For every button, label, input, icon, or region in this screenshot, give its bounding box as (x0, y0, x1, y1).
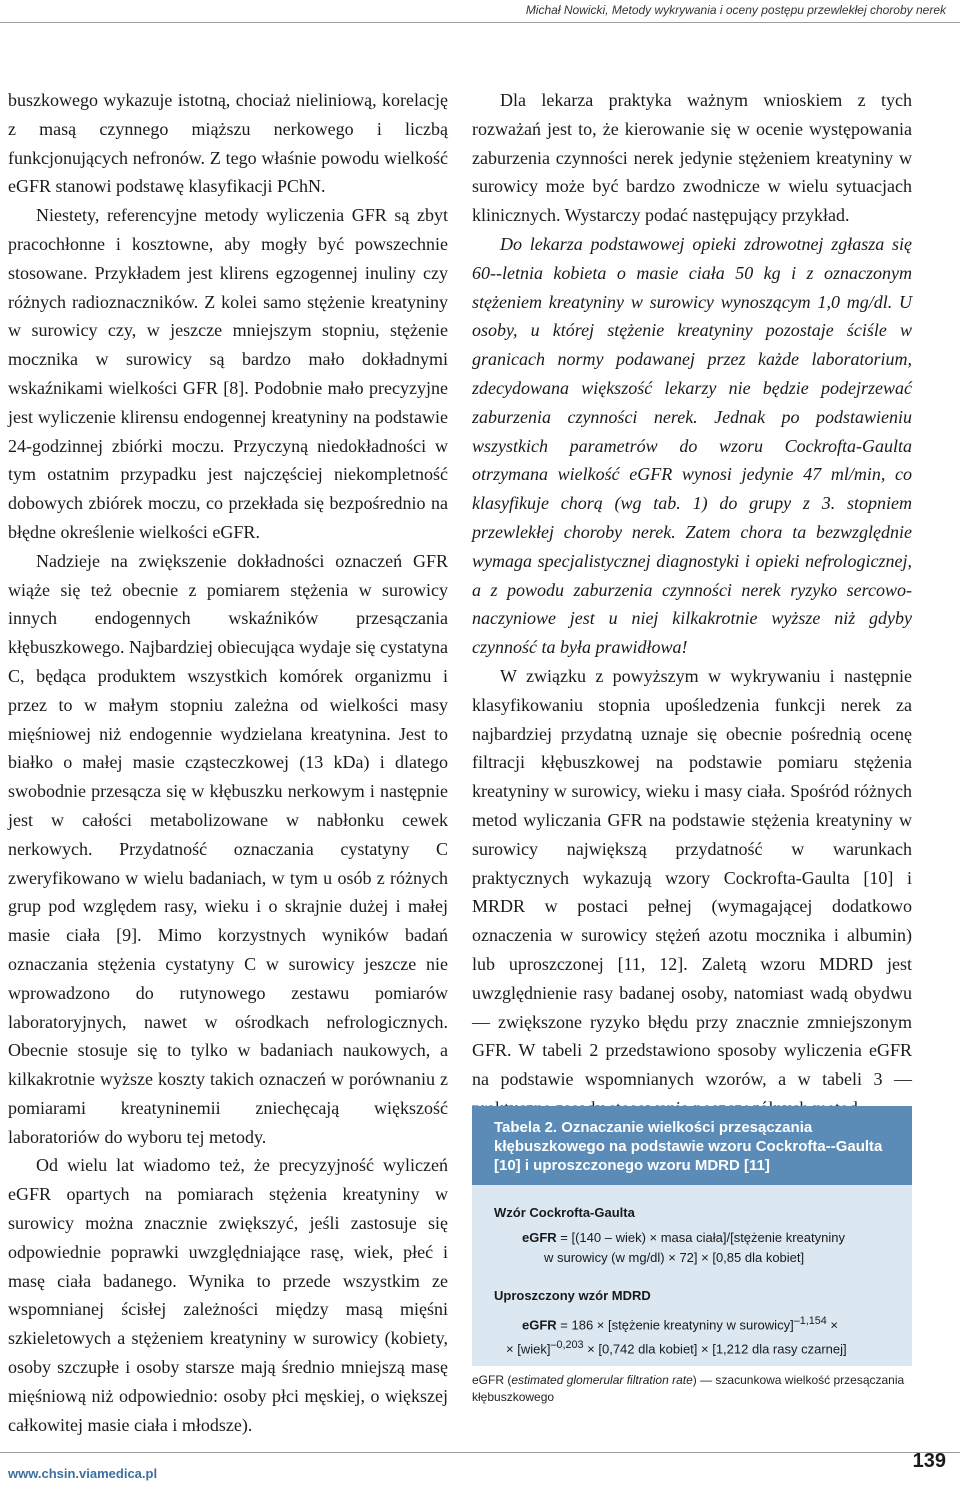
table-title: Tabela 2. Oznaczanie wielkości przesączania kłębuszkowego na podstawie wzoru Cockrofta--Gaulta [10] i uproszczonego wzoru MDRD [11] (472, 1106, 912, 1185)
exponent: –0,203 (550, 1339, 584, 1352)
formula-label: eGFR (522, 1317, 557, 1333)
footer-divider (0, 1452, 960, 1453)
paragraph: W związku z powyższym w wykrywaniu i następnie klasyfikowaniu stopnia upośledzenia funkcji nerek za najbardziej przydatną uznaje się obecnie pośrednią ocenę filtracji kłębuszkowej na podstawie pomiaru stężenia kreatyniny w surowicy, wieku i masy ciała. Spośród różnych metod wyliczania GFR na podstawie stężenia kreatyniny w surowicy największą przydatność w warunkach praktycznych wykazują wzory Cockrofta-Gaulta [10] i MRDR w postaci pełnej (wymagającej dodatkowo oznaczenia w surowicy stężeń azotu mocznika i albumin) lub uproszczonej [11, 12]. Zaletą wzoru MDRD jest uwzględnienie rasy badanej osoby, natomiast wadą obydwu — zwiększone ryzyko błędu przy znacznie zmniejszonym GFR. W tabeli 2 przedstawiono sposoby wyliczenia eGFR na podstawie wspomnianych wzorów, a w tabeli 3 — (472, 665, 912, 1090)
formula-line: = 186 × [stężenie kreatyniny w surowicy] (556, 1317, 794, 1333)
cockroft-gault-formula (522, 1228, 896, 1268)
footnote-abbr: eGFR ( (472, 1373, 512, 1387)
table-footnote (472, 1372, 912, 1406)
formula-line: × [wiek] (506, 1341, 551, 1357)
paragraph: buszkowego wykazuje istotną, chociaż nieliniową, korelację z masą czynnego miąższu nerkowego i liczbą funkcjonujących nefronów. Z tego właśnie powodu wielkość eGFR stanowi podstawę klasyfikacji PChN. (8, 90, 448, 197)
mdrd-formula (506, 1311, 896, 1360)
paragraph: Dla lekarza praktyka ważnym wnioskiem z tych rozważań jest to, że kierowanie się w ocenie występowania zaburzenia czynności nerek jedynie stężeniem kreatyniny w surowicy może być bardzo zwodnicze w wielu sytuacjach klinicznych. Wystarczy podać następujący przykład. (472, 90, 912, 226)
page-number: 139 (912, 1450, 946, 1472)
footer-url-link[interactable]: www.chsin.viamedica.pl (8, 1466, 158, 1481)
left-column (8, 86, 448, 1439)
section-title: Uproszczony wzór MDRD (494, 1288, 651, 1303)
footnote-italic: estimated glomerular filtration rate (511, 1373, 693, 1387)
paragraph: Od wielu lat wiadomo też, że precyzyjność wyliczeń eGFR opartych na pomiarach stężenia kreatyniny w surowicy można znacznie zwiększyć, jeśli zastosuje się odpowiednie poprawki uwzględniające rasę, wiek, płeć i masę ciała badanego. Wynika to przede wszystkim ze wspomnianej ścisłej zależności między masą mięśni szkieletowych a stężeniem kreatyniny w surowicy (kobiety, osoby szczupłe i osoby starsze mają średnio mniejszą masę mięśniową niż odpowiednio: osoby płci męskiej, o większej całkowitej masie ciała i młodsze). (8, 1155, 448, 1435)
exponent: –1,154 (793, 1315, 827, 1327)
example-paragraph: Do lekarza podstawowej opieki zdrowotnej zgłasza się 60--letnia kobieta o masie ciała 50 kg i z oznaczonym stężeniem kreatyniny w surowicy wynoszącym 1,0 mg/dl. U osoby, u której stężenie kreatyniny pozostaje ściśle w granicach normy podawanej przez każde laboratorium, zdecydowana większość lekarzy nie będzie podejrzewać zaburzenia czynności nerek. Jednak po podstawieniu wszystkich parametrów do wzoru Cockrofta-Gaulta otrzymana wielkość eGFR wynosi jedynie 47 ml/min, co klasyfikuje chorą (wg tab. 1) do grupy z 3. stopniem przewlekłej choroby nerek. Zatem chora ta bezwzględnie wymaga specjalistycznej diagnostyki i opieki nefrologicznej, a z powodu zaburzenia czynności nerek ryzyko sercowo-naczyniowe jest u niej kilkakrotnie wyższe niż gdyby czynność ta była prawidłowa! (472, 233, 912, 658)
right-column (472, 86, 912, 1123)
formula-label: eGFR (522, 1230, 557, 1245)
table-2-box (472, 1106, 912, 1366)
paragraph: Nadzieje na zwiększenie dokładności oznaczeń GFR wiąże się też obecnie z pomiarem stężenia w surowicy innych endogennych wskaźników przesączania kłębuszkowego. Najbardziej obiecująca wydaje się cystatyna C, będąca produktem wszystkich komórek organizmu i przez to w małym stopniu zależna od wielkości masy mięśniowej niż endogennie wydzielana kreatynina. Jest to białko o małej masie cząsteczkowej (13 kDa) i dlatego swobodnie przesącza się w kłębuszku nerkowym i następnie jest w całości metabolizowane w nabłonku cewek nerkowych. Przydatność oznaczania cystatyny C zweryfikowano w wielu badaniach, w tym u osób z różnych grup pod względem rasy, wieku i o skrajnie dużej i małej masie ciała [9]. Mimo korzystnych wyników badań oznaczania stężenia cystatyny C w surowicy jeszcze nie wprowadzono do rutynowego zestawu pomiarów laboratoryjnych, nawet w ośrodkach nefrologicznych. Obecnie stosuje się to tylko w badaniach naukowych, a kilkakrotnie wyższe koszty takich oznaczeń w porównaniu z pomiarami kreatyninemii zniechęcają większość laboratoriów do wyboru tej metody. (8, 550, 448, 1147)
formula-line: = [(140 – wiek) × masa ciała]/[stężenie kreatyniny (556, 1230, 845, 1245)
formula-line: × [0,742 dla kobiet] × [1,212 dla rasy czarnej] (583, 1341, 847, 1357)
mdrd-section (472, 1288, 912, 1360)
paragraph: Niestety, referencyjne metody wyliczenia GFR są zbyt pracochłonne i kosztowne, aby mogły być powszechnie stosowane. Przykładem jest klirens egzogennej inuliny czy różnych radioznaczników. Z kolei samo stężenie kreatyniny w surowicy czy, w jeszcze mniejszym stopniu, stężenie mocznika w surowicy są bardzo mało dokładnymi wskaźnikami wielkości GFR [8]. Podobnie mało precyzyjne jest wyliczenie klirensu endogennej kreatyniny na podstawie 24-godzinnej zbiórki moczu. Przyczyną niedokładności w tym ostatnim przypadku jest najczęściej niekompletność dobowych zbiórek moczu, co przekłada się bezpośrednio na błędne określenie wielkości eGFR. (8, 205, 448, 542)
running-header (0, 0, 960, 23)
formula-line: w surowicy (w mg/dl) × 72] × [0,85 dla kobiet] (544, 1250, 805, 1265)
footnote-text: ) — szacunkowa wielkość przesączania kłębuszkowego (472, 1373, 905, 1404)
section-title: Wzór Cockrofta-Gaulta (494, 1205, 635, 1220)
cockroft-gault-section (472, 1205, 912, 1268)
formula-line-end: × (826, 1317, 839, 1333)
running-title: Michał Nowicki, Metody wykrywania i oceny postępu przewlekłej choroby nerek (525, 3, 946, 17)
